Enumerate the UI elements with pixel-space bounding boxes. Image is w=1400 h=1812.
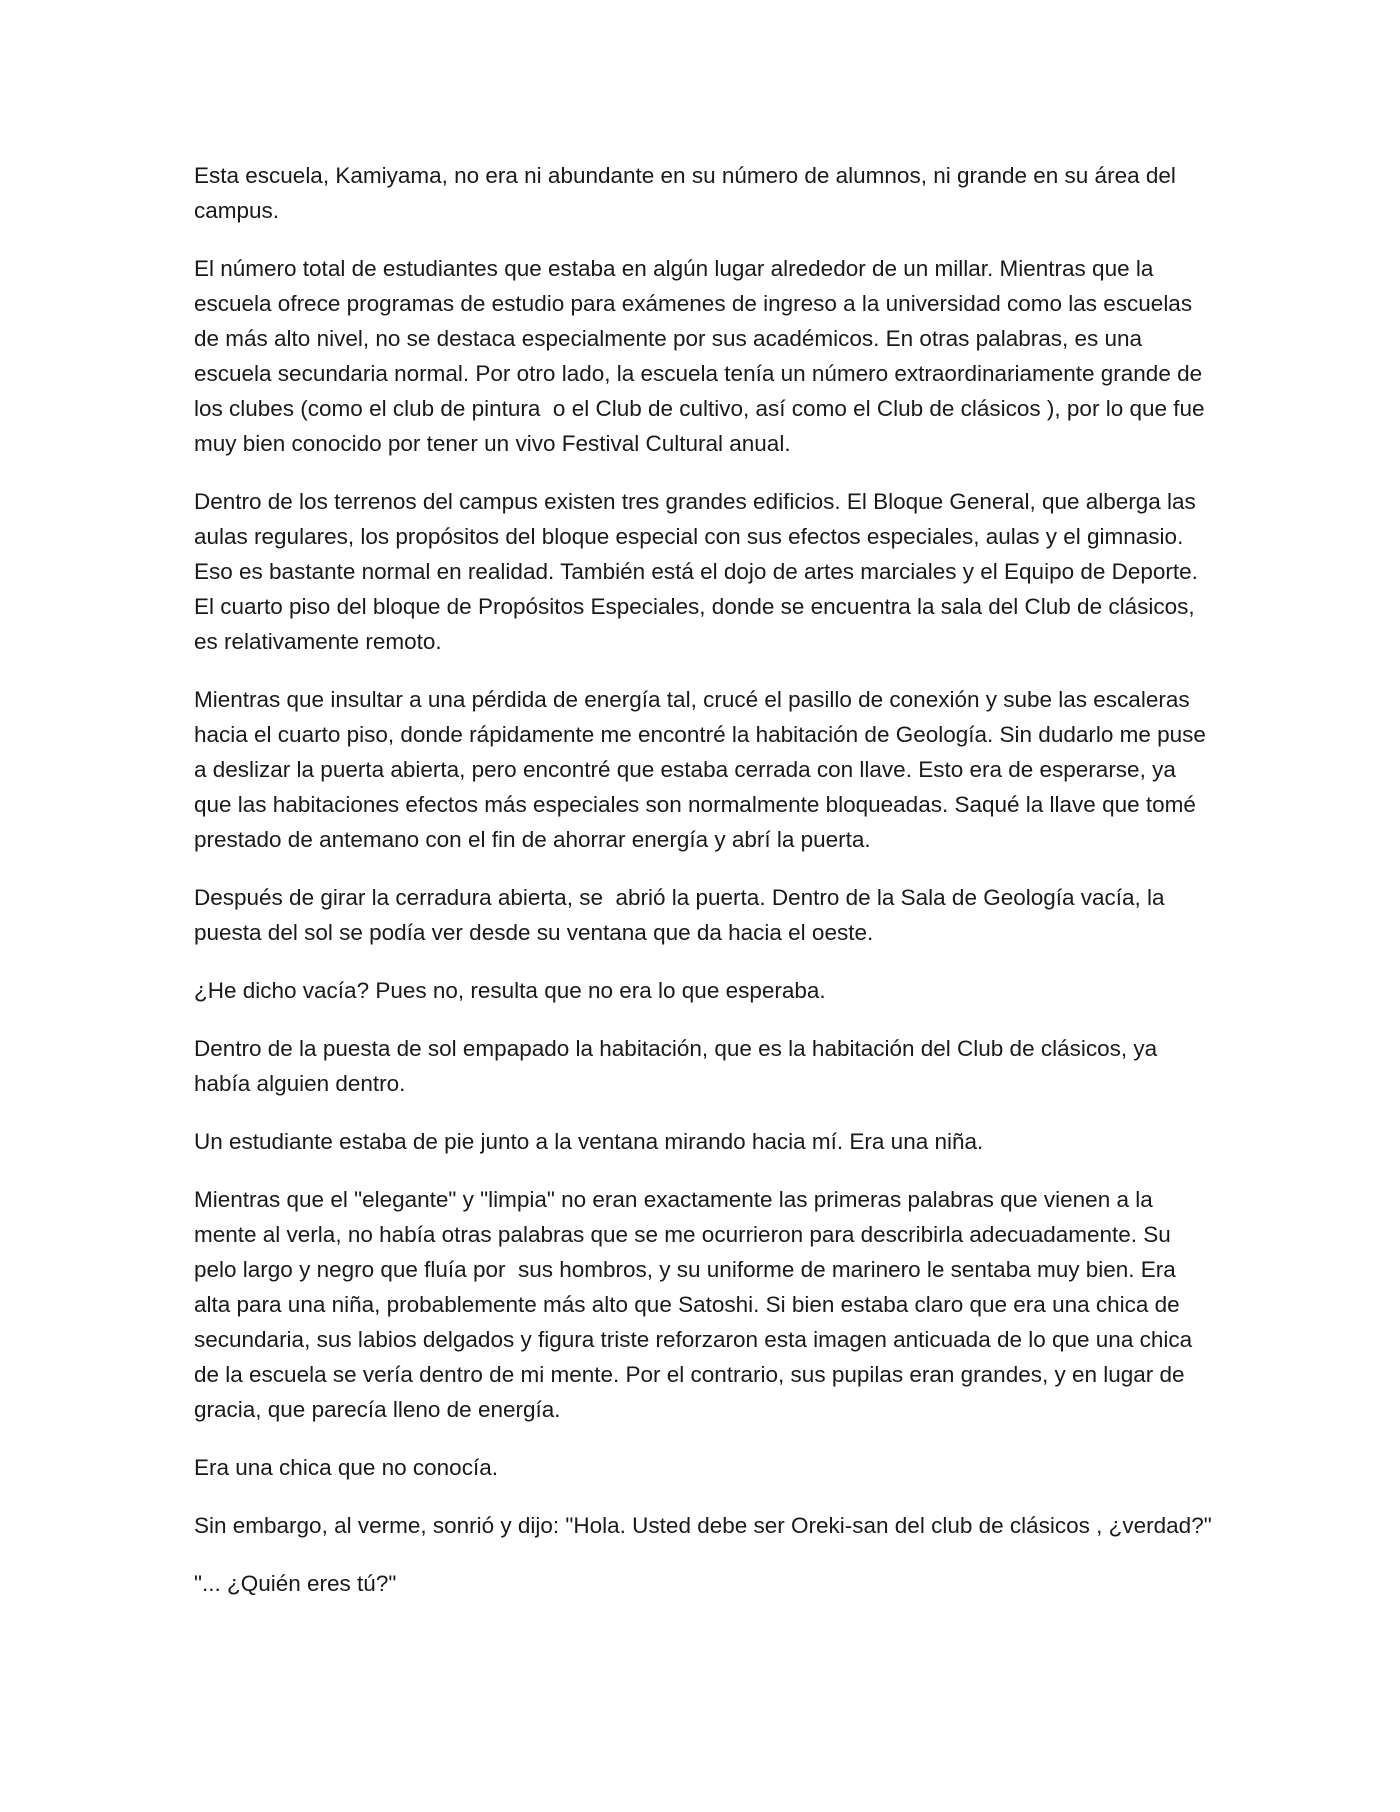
paragraph: Sin embargo, al verme, sonrió y dijo: "Hola. Usted debe ser Oreki-san del club de clásicos , ¿verdad?" bbox=[194, 1513, 1212, 1538]
paragraph: Dentro de los terrenos del campus existen tres grandes edificios. El Bloque General, que alberga las aulas regulares, los propósitos del bloque especial con sus efectos especiales, aulas y el gimnasio. Eso es bastante normal en realidad. También está el dojo de artes marciales y el Equipo de Deporte. El cuarto piso del bloque de Propósitos Especiales, donde se encuentra la sala del Club de clásicos, es relativamente remoto. bbox=[194, 489, 1205, 654]
paragraph: El número total de estudiantes que estaba en algún lugar alrededor de un millar. Mientras que la escuela ofrece programas de estudio para exámenes de ingreso a la universidad como las escuelas de más alto nivel, no se destaca especialmente por sus académicos. En otras palabras, es una escuela secundaria normal. Por otro lado, la escuela tenía un número extraordinariamente grande de los clubes (como el club de pintura o el Club de cultivo, así como el Club de clásicos ), por lo que fue muy bien conocido por tener un vivo Festival Cultural anual. bbox=[194, 256, 1211, 456]
paragraph: Después de girar la cerradura abierta, se abrió la puerta. Dentro de la Sala de Geología vacía, la puesta del sol se podía ver desde su ventana que da hacia el oeste. bbox=[194, 885, 1171, 945]
paragraph: Un estudiante estaba de pie junto a la ventana mirando hacia mí. Era una niña. bbox=[194, 1129, 984, 1154]
paragraph: Dentro de la puesta de sol empapado la habitación, que es la habitación del Club de clásicos, ya había alguien dentro. bbox=[194, 1036, 1164, 1096]
document-body bbox=[194, 158, 1214, 1624]
paragraph: Era una chica que no conocía. bbox=[194, 1455, 498, 1480]
paragraph: ¿He dicho vacía? Pues no, resulta que no era lo que esperaba. bbox=[194, 978, 826, 1003]
paragraph: Mientras que el "elegante" y "limpia" no eran exactamente las primeras palabras que vienen a la mente al verla, no había otras palabras que se me ocurrieron para describirla adecuadamente. Su pelo largo y negro que fluía por sus hombros, y su uniforme de marinero le sentaba muy bien. Era alta para una niña, probablemente más alto que Satoshi. Si bien estaba claro que era una chica de secundaria, sus labios delgados y figura triste reforzaron esta imagen anticuada de lo que una chica de la escuela se vería dentro de mi mente. Por el contrario, sus pupilas eran grandes, y en lugar de gracia, que parecía lleno de energía. bbox=[194, 1187, 1199, 1422]
paragraph: Mientras que insultar a una pérdida de energía tal, crucé el pasillo de conexión y sube las escaleras hacia el cuarto piso, donde rápidamente me encontré la habitación de Geología. Sin dudarlo me puse a deslizar la puerta abierta, pero encontré que estaba cerrada con llave. Esto era de esperarse, ya que las habitaciones efectos más especiales son normalmente bloqueadas. Saqué la llave que tomé prestado de antemano con el fin de ahorrar energía y abrí la puerta. bbox=[194, 687, 1213, 852]
paragraph: "... ¿Quién eres tú?" bbox=[194, 1571, 397, 1596]
paragraph: Esta escuela, Kamiyama, no era ni abundante en su número de alumnos, ni grande en su área del campus. bbox=[194, 163, 1183, 223]
